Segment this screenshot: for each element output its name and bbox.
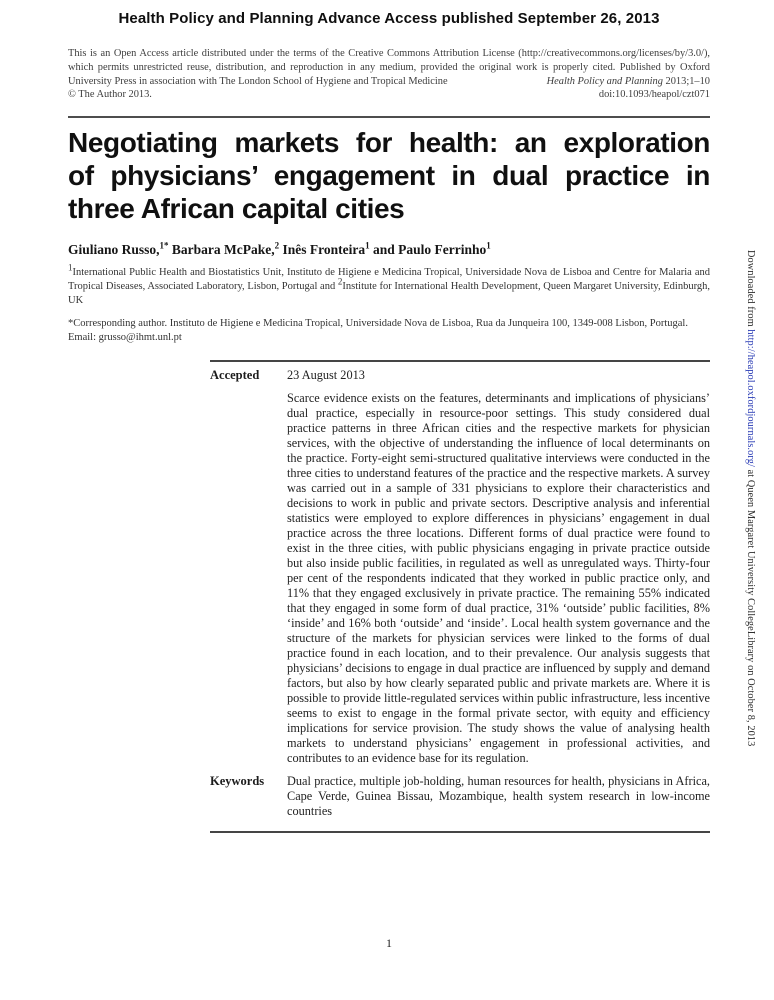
journal-citation [547, 76, 710, 87]
masthead-title: Health Policy and Planning Advance Access published September 26, 2013 [118, 10, 660, 27]
author-name: and Paulo Ferrinho [373, 242, 487, 257]
affiliation-superscript: 2 [337, 276, 343, 287]
abstract-text: Scarce evidence exists on the features, determinants and implications of physicians’ dual practice, especially in resource-poor settings. This study considered dual practice patterns in three African cities and the respective markets for physician services, with the objective of understanding the influence of local determinants on the practice. Forty-eight semi-structured qualitative interviews were conducted in the three cities to understand features of the practice and the respective markets. A survey was carried out in a sample of 331 physicians to explore their characteristics and decisions to work in public and private sectors. Descriptive analysis and inferential statistics were employed to explore differences in physicians’ engagement in dual practice across the three locations. Different forms of dual practice were found to exist in the three cities, with public physicians engaging in private practice outside but also inside public facilities, in regulated as well as unregulated ways. Thirty-four per cent of the respondents indicated that they worked in public practice only, and 11% that they engaged exclusively in private practice. The remaining 55% indicated that they engaged in some form of dual practice, 31% ‘outside’ public facilities, 8% ‘inside’ and 16% both ‘outside’ and ‘inside’. Local health system governance and the structure of the markets for physician services were linked to the forms of dual practice found in each location, and to their prevalence. Our analysis suggests that physicians’ decisions to engage in dual practice are influenced by supply and demand factors, but also by how clearly separated public and private markets are. Where it is possible to provide little-regulated services within public infrastructure, less incentive seems to exist to engage in the formal private sector, with equity and efficiency implications for service provision. The study shows the value of analysing health markets to understand physicians’ engagement in professional activities, and contributes to an evidence base for its regulation. [287, 391, 710, 765]
abstract-panel [210, 360, 710, 833]
affiliations-text [68, 262, 711, 308]
article-title [68, 126, 710, 225]
affiliation-superscript: 1 [68, 262, 73, 273]
journal-url-link[interactable]: http://heapol.oxfordjournals.org/ [745, 329, 756, 467]
corresponding-author-note: *Corresponding author. Instituto de Higiene e Medicina Tropical, Universidade Nova de Lisboa, Rua da Junqueira 100, 1349-008 Lisbon, Portugal. Email: grusso@ihmt.unl.pt [68, 318, 688, 343]
abstract-label-spacer [210, 391, 287, 766]
copyright-line: © The Author 2013. [68, 89, 152, 101]
keywords-text: Dual practice, multiple job-holding, human resources for health, physicians in Africa, Cape Verde, Guinea Bissau, Mozambique, health system research in low-income countries [287, 774, 710, 818]
author-superscript: 1* [159, 240, 169, 251]
accepted-date: 23 August 2013 [287, 368, 365, 382]
doi-line: doi:10.1093/heapol/czt071 [598, 89, 710, 101]
author-superscript: 1 [365, 240, 370, 251]
license-block [68, 47, 710, 102]
download-stamp-prefix: Downloaded from [745, 250, 756, 330]
journal-name: Health Policy and Planning [546, 75, 663, 87]
author-superscript: 2 [274, 240, 280, 251]
accepted-label: Accepted [210, 368, 260, 382]
citation-block [547, 75, 710, 103]
affiliation-segment: Institute for International Health Development, Queen Margaret University, Edinburgh, UK [68, 281, 711, 306]
author-name: Barbara McPake, [171, 242, 275, 257]
keywords-label: Keywords [210, 774, 265, 788]
author-name: Inês Fronteira [282, 242, 366, 257]
open-access-notice: This is an Open Access article distributed under the terms of the Creative Commons Attribution License (http://creativecommons.org/licenses/by/3.0/), which permits unrestricted reuse, distribution, and reproduction in any medium, provided the original work is properly cited. Published by Oxford University Press in association with The London School of Hygiene and Tropical Medicine [68, 48, 710, 87]
content-column [68, 0, 710, 1000]
author-superscript: 1 [486, 240, 491, 251]
title-line: three African capital cities [68, 193, 405, 224]
author-name: Giuliano Russo, [68, 242, 160, 257]
download-stamp-suffix: at Queen Margaret University CollegeLibrary on October 8, 2013 [745, 466, 756, 747]
journal-citation-pages: 2013;1–10 [662, 75, 710, 87]
page-number: 1 [386, 936, 392, 950]
title-line: of physicians’ engagement in dual practice in [68, 160, 710, 191]
title-line: Negotiating markets for health: an exploration [68, 127, 710, 158]
affiliation-segment: International Public Health and Biostatistics Unit, Instituto de Higiene e Medicina Tropical, Universidade Nova de Lisboa and Centre for Malaria and Tropical Diseases, Associated Laboratory, Lisbon, Portugal and [68, 267, 710, 292]
header-divider [68, 116, 710, 118]
author-byline [68, 242, 710, 258]
download-stamp [745, 250, 756, 770]
